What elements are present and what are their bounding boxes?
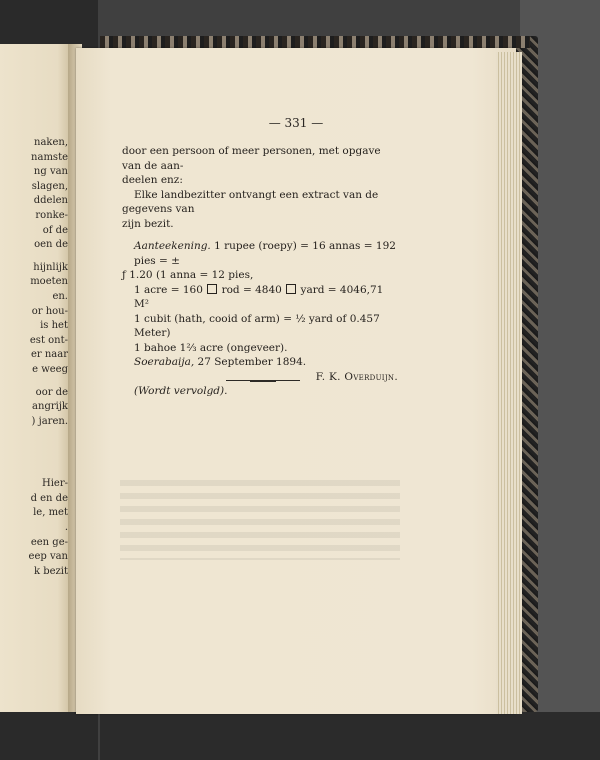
left-line: est ont-	[29, 334, 68, 346]
book-cover-top-edge	[100, 36, 530, 48]
left-line: ) jaren.	[31, 415, 68, 427]
end-rule	[226, 380, 300, 381]
square-symbol-icon	[286, 284, 296, 294]
left-line: ng van	[33, 166, 68, 178]
show-through-text	[120, 480, 400, 560]
body-line: Elke landbezitter ontvangt een extract van de gegevens van	[122, 188, 379, 215]
left-line: is het	[40, 320, 68, 332]
place-date	[134, 355, 306, 370]
note-line: ƒ 1.20 (1 anna = 12 pies,	[122, 269, 254, 281]
left-page-text	[0, 136, 68, 579]
left-line: ronke-	[35, 209, 68, 221]
left-line: ddelen	[33, 195, 68, 207]
left-line: eep van	[28, 551, 68, 563]
note-line	[122, 239, 398, 268]
note-text: rod = 4840	[218, 283, 286, 296]
body-line: door een persoon of meer personen, met opgave van de aan-	[122, 145, 381, 172]
left-line: e weeg	[32, 363, 68, 375]
left-line: slagen,	[31, 180, 68, 192]
note-line: 1 cubit (hath, cooid of arm) = ½ yard of 0.457 Meter)	[134, 312, 380, 339]
place-date-signature-row	[122, 355, 398, 370]
place: Soerabaija,	[134, 356, 195, 368]
note-text: yard = 4046,71 M²	[134, 283, 384, 310]
continued-note	[122, 384, 398, 399]
page-edges	[496, 52, 522, 714]
continued-text: (Wordt vervolgd).	[134, 385, 228, 397]
page-number: — 331 —	[268, 116, 324, 130]
left-line: namste	[31, 151, 68, 163]
date: 27 September 1894.	[194, 356, 307, 368]
left-line: een ge-	[30, 536, 68, 548]
note-text: 1 rupee (roepy) = 16 annas = 192 pies = ±	[134, 240, 396, 267]
left-line: of de	[42, 224, 68, 236]
page-body	[122, 144, 398, 399]
conversion-note	[122, 239, 398, 384]
left-line: d en de	[30, 492, 68, 504]
signature: F. K. Overduijn.	[315, 370, 398, 383]
note-line: 1 bahoe 1⅔ acre (ongeveer).	[134, 341, 288, 354]
left-line: oen de	[34, 239, 68, 251]
left-line: en.	[52, 290, 68, 302]
body-line: zijn bezit.	[122, 217, 174, 230]
left-line: oor de	[35, 386, 68, 398]
left-line: hijnlijk	[33, 261, 68, 273]
left-line: k bezit	[33, 565, 68, 577]
square-symbol-icon	[207, 284, 217, 294]
left-line: naken,	[34, 137, 68, 148]
signature-row	[122, 370, 398, 385]
body-line: deelen enz:	[122, 174, 183, 186]
note-text: 1 acre = 160	[134, 283, 207, 296]
note-label: Aanteekening.	[134, 240, 211, 252]
left-line: .	[64, 522, 68, 534]
left-line: er naar	[30, 349, 68, 361]
left-line: Hier-	[42, 478, 68, 490]
left-line: angrijk	[32, 401, 68, 413]
left-line: moeten	[30, 276, 68, 288]
bottom-background	[100, 712, 600, 760]
left-line: or hou-	[31, 305, 68, 317]
note-line	[122, 283, 398, 312]
left-line: le, met	[33, 507, 68, 519]
